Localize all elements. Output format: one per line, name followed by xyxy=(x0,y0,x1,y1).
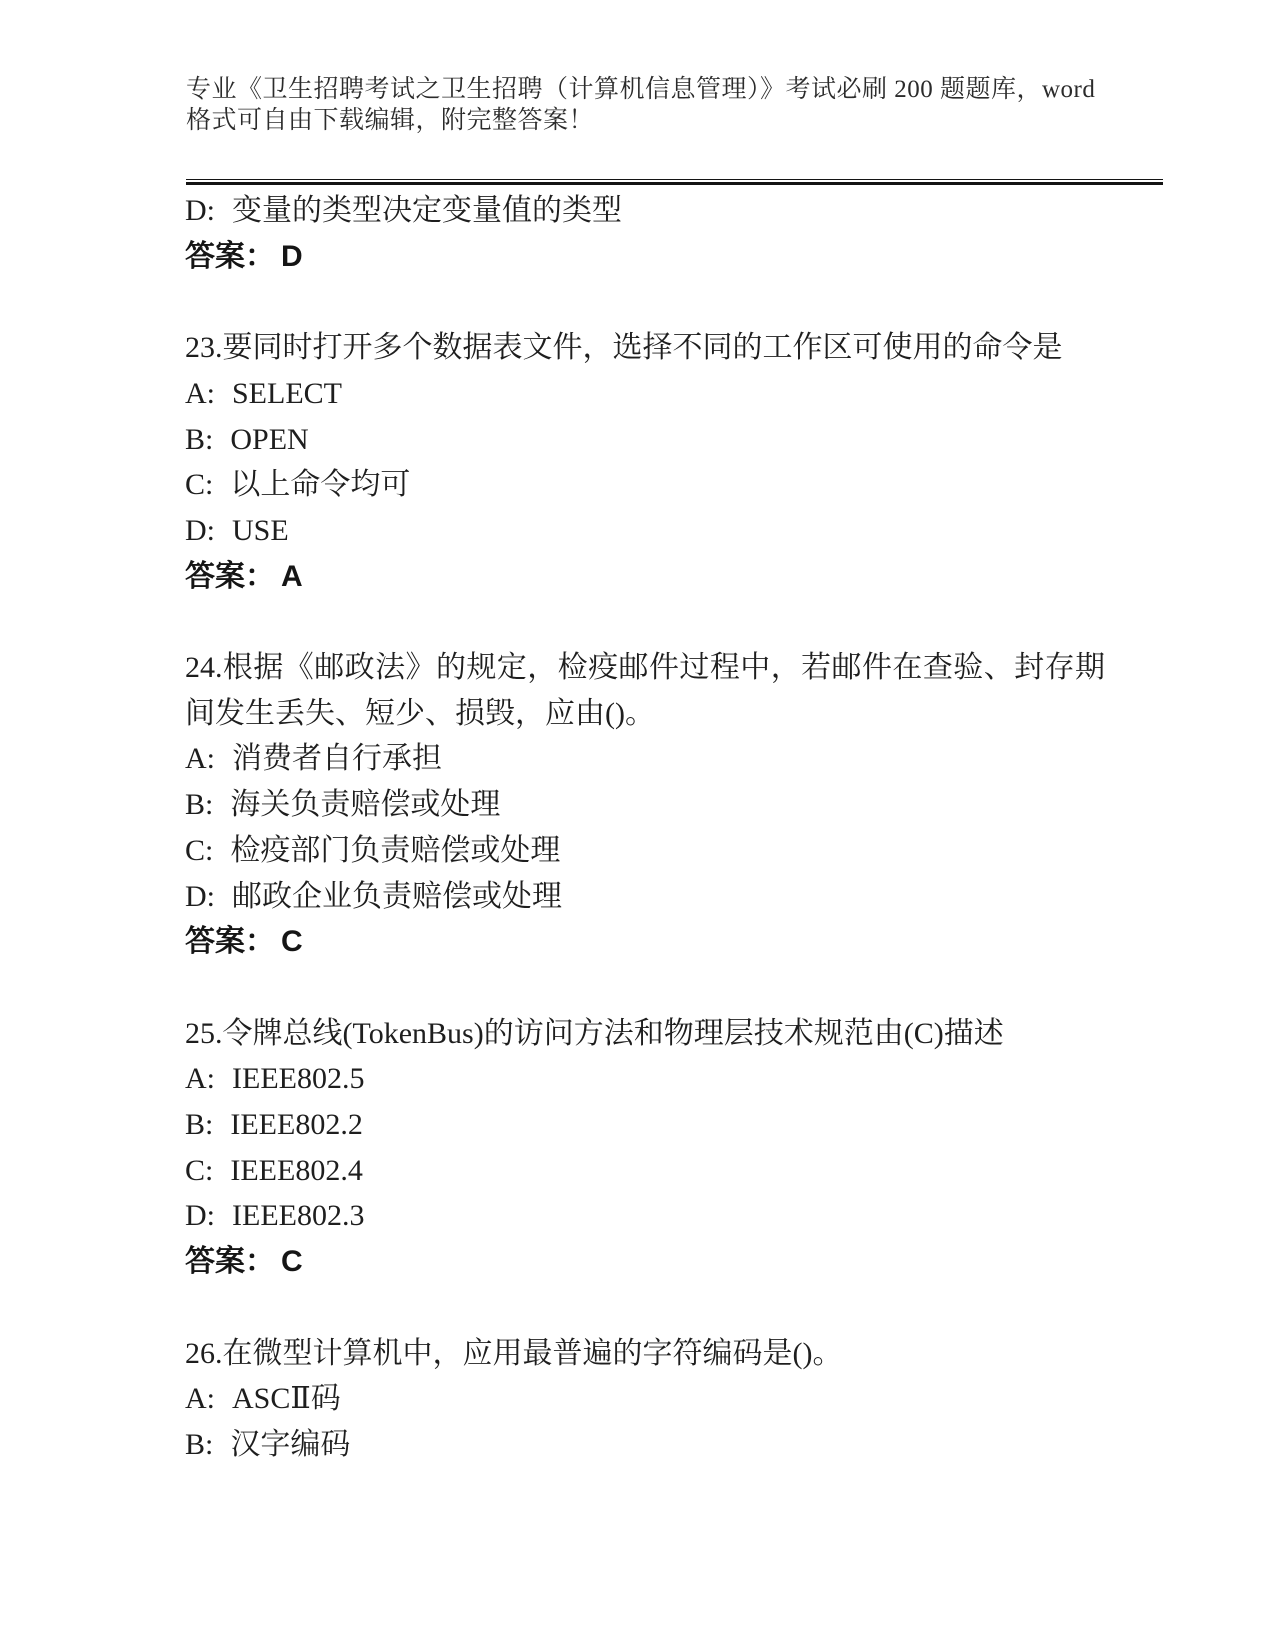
option-text: 海关负责赔偿或处理 xyxy=(230,788,501,822)
carryover-block xyxy=(185,188,1105,279)
option-label: A: xyxy=(185,376,215,410)
option-label: D: xyxy=(185,513,215,547)
answer-label: 答案： xyxy=(185,239,275,273)
answer-label: 答案： xyxy=(185,559,275,593)
option-text: IEEE802.3 xyxy=(232,1199,365,1233)
option-a xyxy=(185,371,1105,417)
answer-value: C xyxy=(281,925,303,959)
question-block-23 xyxy=(185,325,1105,599)
question-block-26 xyxy=(185,1331,1105,1468)
question-block-25 xyxy=(185,1011,1105,1285)
option-text: 变量的类型决定变量值的类型 xyxy=(232,194,622,227)
answer-line xyxy=(185,1239,1105,1285)
option-text: 以上命令均可 xyxy=(230,468,411,502)
option-label: D: xyxy=(185,194,215,227)
option-label: C: xyxy=(185,468,214,502)
option-text: 邮政企业负责赔偿或处理 xyxy=(232,879,562,913)
option-b xyxy=(185,1422,1105,1468)
option-text: USE xyxy=(232,513,289,547)
header-rule xyxy=(186,179,1163,185)
header-rule-thin-line xyxy=(186,179,1163,180)
header-line-1: 专业《卫生招聘考试之卫生招聘（计算机信息管理）》考试必刷 200 题题库，word xyxy=(186,76,1096,103)
option-b xyxy=(185,782,1105,828)
option-text: 消费者自行承担 xyxy=(232,742,442,776)
question-text: 26.在微型计算机中，应用最普遍的字符编码是()。 xyxy=(185,1336,843,1370)
option-a xyxy=(185,736,1105,782)
answer-value: A xyxy=(281,559,303,593)
option-label: B: xyxy=(185,788,214,822)
option-c xyxy=(185,1148,1105,1194)
option-d xyxy=(185,188,1105,234)
answer-label: 答案： xyxy=(185,1245,275,1279)
option-label: A: xyxy=(185,1062,215,1096)
answer-label: 答案： xyxy=(185,925,275,959)
option-label: C: xyxy=(185,833,214,867)
header-rule-thick-line xyxy=(186,182,1163,185)
option-text: IEEE802.5 xyxy=(232,1062,365,1096)
option-label: A: xyxy=(185,742,215,776)
option-label: A: xyxy=(185,1382,215,1416)
answer-line xyxy=(185,234,1105,280)
answer-line xyxy=(185,919,1105,965)
answer-value: C xyxy=(281,1245,303,1279)
questions-content xyxy=(185,188,1105,1468)
option-c xyxy=(185,828,1105,874)
answer-value: D xyxy=(281,239,303,273)
option-b xyxy=(185,417,1105,463)
question-text: 24.根据《邮政法》的规定，检疫邮件过程中，若邮件在查验、封存期间发生丢失、短少、损毁，应由()。 xyxy=(185,651,1105,730)
header-line-2: 格式可自由下载编辑，附完整答案！ xyxy=(186,107,595,134)
option-text: SELECT xyxy=(232,376,342,410)
option-d xyxy=(185,1193,1105,1239)
option-label: D: xyxy=(185,879,215,913)
option-text: OPEN xyxy=(230,422,309,456)
option-text: 汉字编码 xyxy=(230,1427,351,1461)
option-label: D: xyxy=(185,1199,215,1233)
option-label: B: xyxy=(185,422,214,456)
option-a xyxy=(185,1056,1105,1102)
option-c xyxy=(185,462,1105,508)
option-d xyxy=(185,508,1105,554)
option-d xyxy=(185,874,1105,920)
question-block-24 xyxy=(185,645,1105,965)
page-header xyxy=(186,74,1108,136)
option-text: ASCⅡ码 xyxy=(232,1382,341,1416)
option-label: C: xyxy=(185,1153,214,1187)
option-text: IEEE802.4 xyxy=(230,1153,363,1187)
option-text: IEEE802.2 xyxy=(230,1108,363,1142)
option-a xyxy=(185,1376,1105,1422)
option-label: B: xyxy=(185,1108,214,1142)
answer-line xyxy=(185,554,1105,600)
question-text: 23.要同时打开多个数据表文件，选择不同的工作区可使用的命令是 xyxy=(185,331,1063,365)
option-label: B: xyxy=(185,1427,214,1461)
option-text: 检疫部门负责赔偿或处理 xyxy=(230,833,561,867)
option-b xyxy=(185,1102,1105,1148)
question-text: 25.令牌总线(TokenBus)的访问方法和物理层技术规范由(C)描述 xyxy=(185,1016,1004,1050)
